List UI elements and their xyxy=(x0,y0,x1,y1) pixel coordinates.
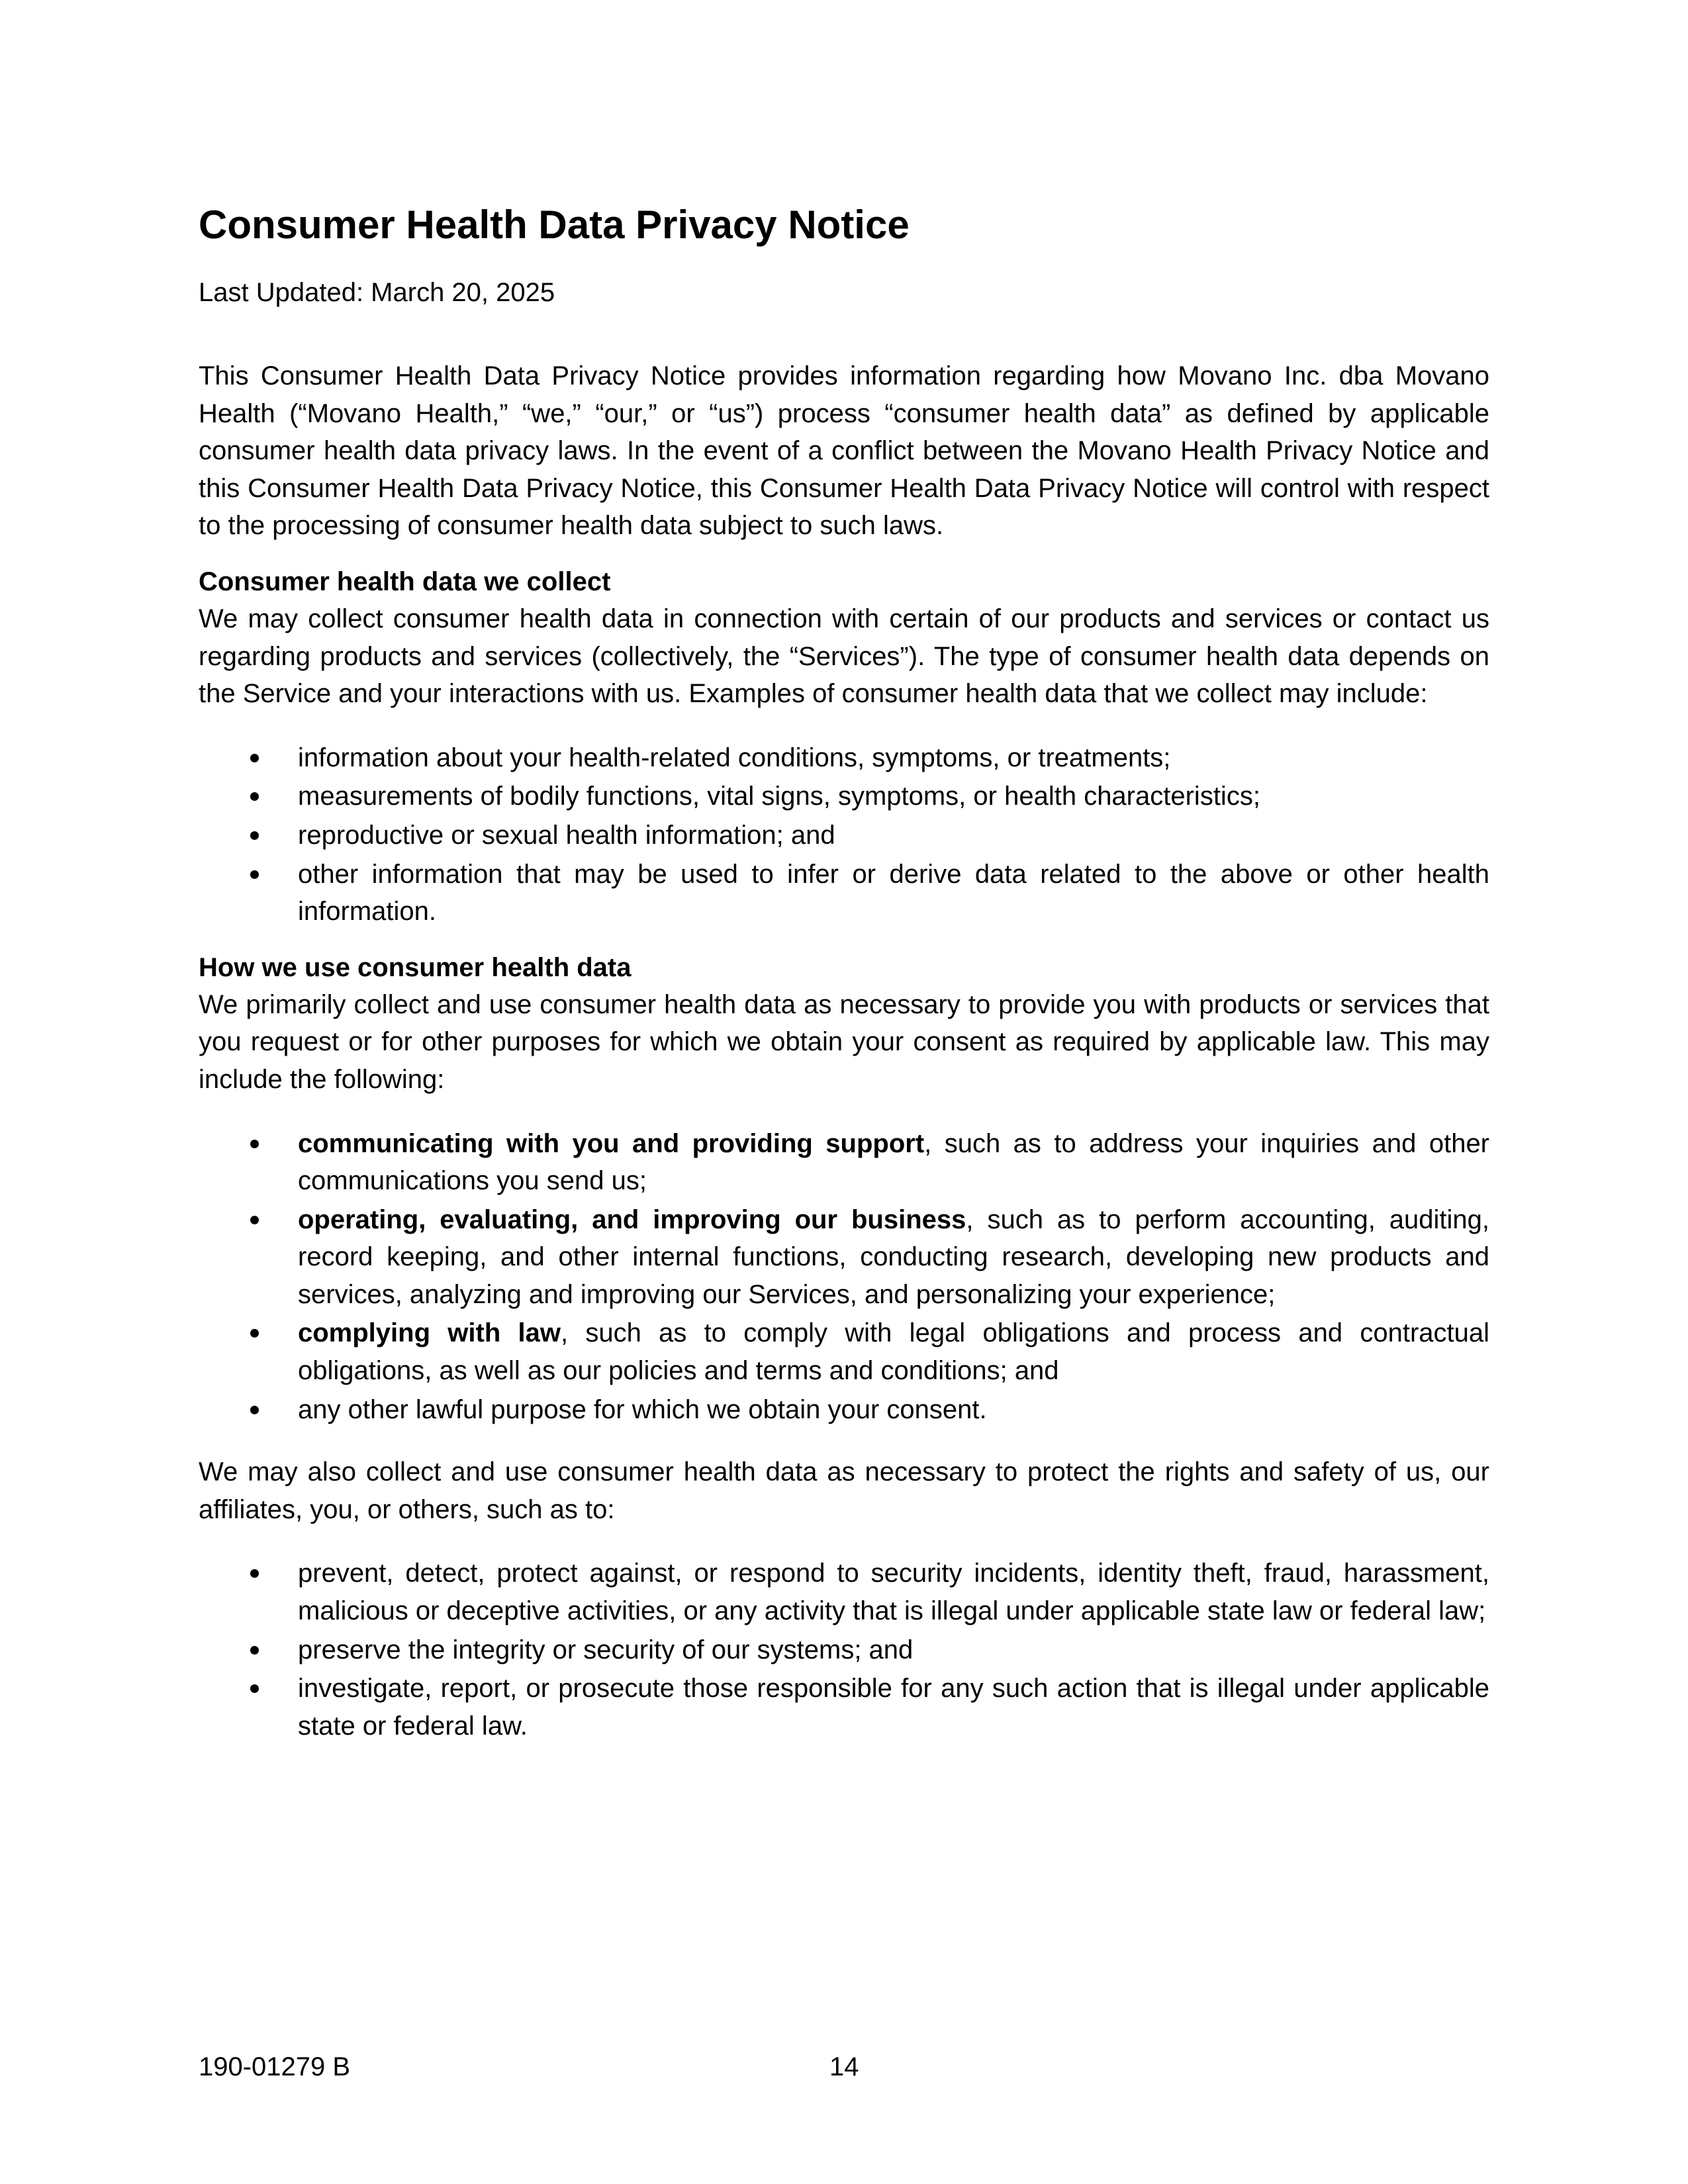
list-item xyxy=(199,778,1489,815)
list-item-text: measurements of bodily functions, vital signs, symptoms, or health characteristics; xyxy=(298,782,1260,811)
footer-page-number: 14 xyxy=(829,2052,859,2081)
last-updated-date: Last Updated: March 20, 2025 xyxy=(199,278,555,307)
list-item xyxy=(199,1670,1489,1745)
document-page xyxy=(199,199,1489,1746)
list-item-lead: operating, evaluating, and improving our business xyxy=(298,1205,966,1234)
bullet-icon xyxy=(250,870,259,879)
bullet-icon xyxy=(250,1329,259,1338)
list-item-text: prevent, detect, protect against, or respond to security incidents, identity theft, fraud, harassment, malicious or deceptive activities, or any activity that is illegal under applicable state law or federal law; xyxy=(298,1559,1489,1626)
list-item-text: other information that may be used to infer or derive data related to the above or other health information. xyxy=(298,859,1489,927)
section-heading-collect: Consumer health data we collect xyxy=(199,567,611,596)
list-item-text: preserve the integrity or security of our systems; and xyxy=(298,1635,914,1664)
bullet-icon xyxy=(250,1569,259,1578)
list-item xyxy=(199,817,1489,854)
list-item-text: , such as to perform accounting, auditing, record keeping, and other internal functions, conducting research, developing new products and services, analyzing and improving our Services, and personalizing your experience; xyxy=(298,1205,1490,1309)
section-heading-use: How we use consumer health data xyxy=(199,952,632,982)
list-item xyxy=(199,1555,1489,1629)
list-item xyxy=(199,1314,1489,1389)
bullet-icon xyxy=(250,1216,259,1224)
list-item-text: information about your health-related conditions, symptoms, or treatments; xyxy=(298,743,1171,772)
bullet-icon xyxy=(250,1684,259,1693)
intro-paragraph: This Consumer Health Data Privacy Notice provides information regarding how Movano Inc. dba Movano Health (“Movano Health,” “we,” “our,” or “us”) process “consumer health data” as defined by applicable consumer health data privacy laws. In the event of a conflict between the Movano Health Privacy Notice and this Consumer Health Data Privacy Notice, this Consumer Health Data Privacy Notice will control with respect to the processing of consumer health data subject to such laws. xyxy=(199,361,1489,541)
list-item xyxy=(199,1391,1489,1429)
bullet-icon xyxy=(250,1646,259,1655)
bullet-icon xyxy=(250,754,259,762)
list-item xyxy=(199,1125,1489,1200)
list-item-lead: communicating with you and providing support xyxy=(298,1128,925,1158)
protect-list xyxy=(199,1555,1489,1745)
list-item xyxy=(199,856,1489,931)
list-item-text: investigate, report, or prosecute those responsible for any such action that is illegal under applicable state or federal law. xyxy=(298,1674,1489,1741)
footer-document-id: 190-01279 B xyxy=(199,2052,351,2081)
protect-paragraph: We may also collect and use consumer health data as necessary to protect the rights and safety of us, our affiliates, you, or others, such as to: xyxy=(199,1457,1489,1524)
bullet-icon xyxy=(250,792,259,801)
list-item xyxy=(199,1201,1489,1314)
page-title: Consumer Health Data Privacy Notice xyxy=(199,203,910,247)
list-item-text: any other lawful purpose for which we obtain your consent. xyxy=(298,1394,987,1424)
list-item xyxy=(199,739,1489,777)
bullet-icon xyxy=(250,1406,259,1414)
list-item-lead: complying with law xyxy=(298,1318,561,1348)
use-list xyxy=(199,1125,1489,1429)
list-item-text: , such as to comply with legal obligations and process and contractual obligations, as well as our policies and terms and conditions; and xyxy=(298,1318,1489,1386)
list-item-text: , such as to address your inquiries and other communications you send us; xyxy=(298,1128,1490,1196)
collect-paragraph: We may collect consumer health data in connection with certain of our products and services or contact us regarding products and services (collectively, the “Services”). The type of consumer health data depends on the Service and your interactions with us. Examples of consumer health data that we collect may include: xyxy=(199,604,1489,709)
collect-list xyxy=(199,739,1489,931)
list-item xyxy=(199,1631,1489,1669)
list-item-text: reproductive or sexual health information; and xyxy=(298,820,835,850)
bullet-icon xyxy=(250,831,259,840)
use-paragraph: We primarily collect and use consumer health data as necessary to provide you with products or services that you request or for other purposes for which we obtain your consent as required by applicable law. This may include the following: xyxy=(199,989,1489,1094)
bullet-icon xyxy=(250,1140,259,1148)
